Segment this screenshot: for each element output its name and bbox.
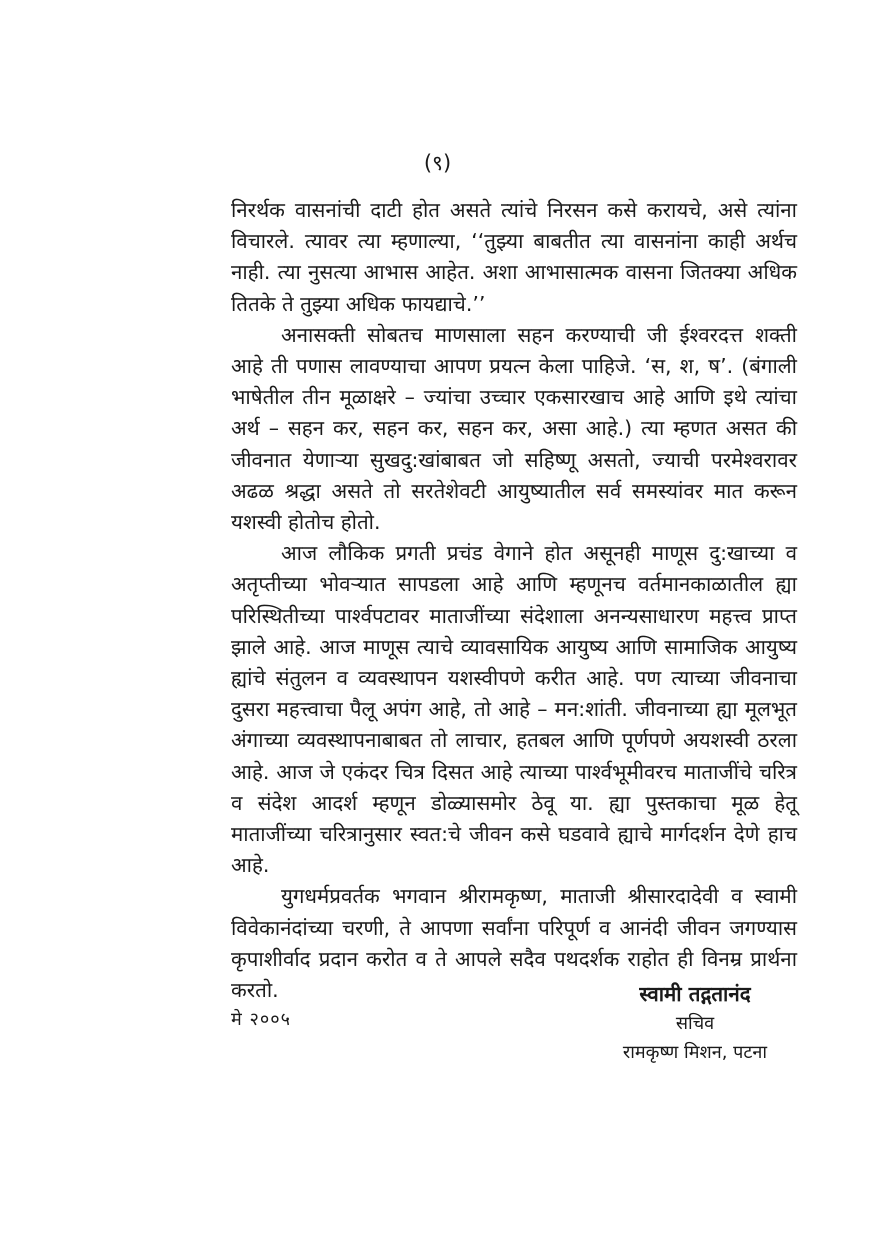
signature-block [595, 979, 795, 1067]
signatory-name: स्वामी तद्गतानंद [639, 982, 751, 1006]
date: मे २००५ [231, 1009, 291, 1030]
paragraph-1: निरर्थक वासनांची दाटी होत असते त्यांचे निरसन कसे करायचे, असे त्यांना विचारले. त्यावर त्या म्हणाल्या, ‘‘तुझ्या बाबतीत त्या वासनांना काही अर्थच नाही. त्या नुसत्या आभास आहेत. अशा आभासात्मक वासना जितक्या अधिक तितके ते तुझ्या अधिक फायद्याचे.’’ [231, 198, 797, 316]
body-text [231, 195, 797, 1006]
signatory-organization: रामकृष्ण मिशन, पटना [622, 1042, 768, 1063]
page-number: (९) [423, 151, 452, 175]
paragraph-4: युगधर्मप्रवर्तक भगवान श्रीरामकृष्ण, माताजी श्रीसारदादेवी व स्वामी विवेकानंदांच्या चरणी, ते आपणा सर्वांना परिपूर्ण व आनंदी जीवन जगण्यास कृपाशीर्वाद प्रदान करोत व ते आपले सदैव पथदर्शक राहोत ही विनम्र प्रार्थना करतो. [231, 884, 797, 1003]
paragraph-2: अनासक्ती सोबतच माणसाला सहन करण्याची जी ईश्वरदत्त शक्ती आहे ती पणास लावण्याचा आपण प्रयत्न केला पाहिजे. ‘स, श, ष’. (बंगाली भाषेतील तीन मूळाक्षरे – ज्यांचा उच्चार एकसारखाच आहे आणि इथे त्यांचा अर्थ – सहन कर, सहन कर, सहन कर, असा आहे.) त्या म्हणत असत की जीवनात येणाऱ्या सुखदु:खांबाबत जो सहिष्णू असतो, ज्याची परमेश्वरावर अढळ श्रद्धा असते तो सरतेशेवटी आयुष्यातील सर्व समस्यांवर मात करून यशस्वी होतोच होतो. [231, 322, 797, 535]
signatory-title: सचिव [675, 1013, 715, 1034]
paragraph-3: आज लौकिक प्रगती प्रचंड वेगाने होत असूनही माणूस दु:खाच्या व अतृप्तीच्या भोवऱ्यात सापडला आहे आणि म्हणूनच वर्तमानकाळातील ह्या परिस्थितीच्या पार्श्वपटावर माताजींच्या संदेशाला अनन्यसाधारण महत्त्व प्राप्त झाले आहे. आज माणूस त्याचे व्यावसायिक आयुष्य आणि सामाजिक आयुष्य ह्यांचे संतुलन व व्यवस्थापन यशस्वीपणे करीत आहे. पण त्याच्या जीवनाचा दुसरा महत्त्वाचा पैलू अपंग आहे, तो आहे – मन:शांती. जीवनाच्या ह्या मूलभूत अंगाच्या व्यवस्थापनाबाबत तो लाचार, हतबल आणि पूर्णपणे अयशस्वी ठरला आहे. आज जे एकंदर चित्र दिसत आहे त्याच्या पार्श्वभूमीवरच माताजींचे चरित्र व संदेश आदर्श म्हणून डोळ्यासमोर ठेवू या. ह्या पुस्तकाचा मूळ हेतू माताजींच्या चरित्रानुसार स्वत:चे जीवन कसे घडवावे ह्याचे मार्गदर्शन देणे हाच आहे. [231, 541, 797, 878]
